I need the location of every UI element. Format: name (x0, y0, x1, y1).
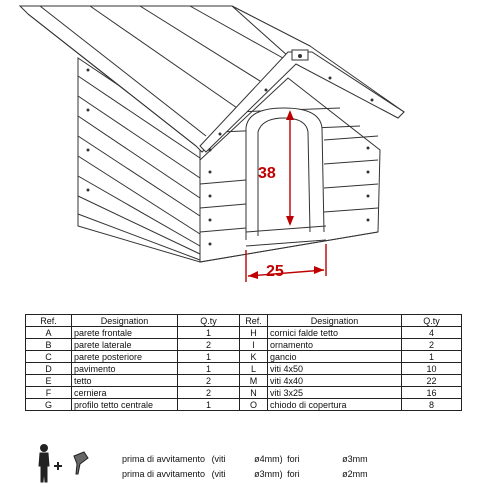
ref-cell: L (240, 363, 268, 375)
dim-width-label: 25 (266, 263, 284, 280)
qty-cell: 2 (402, 339, 462, 351)
designation-cell: ornamento (268, 339, 402, 351)
drilling-legend (36, 440, 466, 490)
qty-cell: 2 (178, 339, 240, 351)
header-designation-2: Designation (268, 315, 402, 327)
designation-cell: viti 3x25 (268, 387, 402, 399)
qty-cell: 1 (402, 351, 462, 363)
table-row (26, 375, 462, 387)
designation-cell: pavimento (72, 363, 178, 375)
designation-cell: viti 4x50 (268, 363, 402, 375)
header-ref: Ref. (26, 315, 72, 327)
legend-prefix: prima di avvitamento (122, 469, 206, 479)
designation-cell: tetto (72, 375, 178, 387)
qty-cell: 16 (402, 387, 462, 399)
table-row (26, 351, 462, 363)
header-designation: Designation (72, 315, 178, 327)
qty-cell: 8 (402, 399, 462, 411)
qty-cell: 1 (178, 399, 240, 411)
qty-cell: 1 (178, 363, 240, 375)
table-row (26, 399, 462, 411)
designation-cell: parete frontale (72, 327, 178, 339)
ref-cell: G (26, 399, 72, 411)
legend-screw-size: ø3mm) (254, 469, 283, 479)
ref-cell: M (240, 375, 268, 387)
legend-hole-size: ø2mm (342, 469, 368, 479)
table-row (26, 339, 462, 351)
dim-height-label: 38 (258, 165, 276, 182)
header-qty-2: Q.ty (402, 315, 462, 327)
legend-fori: fori (287, 469, 300, 479)
ref-cell: O (240, 399, 268, 411)
ref-cell: D (26, 363, 72, 375)
legend-viti: (viti (211, 469, 226, 479)
ref-cell: B (26, 339, 72, 351)
header-qty: Q.ty (178, 315, 240, 327)
ref-cell: E (26, 375, 72, 387)
designation-cell: cornici falde tetto (268, 327, 402, 339)
designation-cell: profilo tetto centrale (72, 399, 178, 411)
designation-cell: viti 4x40 (268, 375, 402, 387)
parts-table (25, 314, 462, 411)
qty-cell: 22 (402, 375, 462, 387)
designation-cell: cerniera (72, 387, 178, 399)
legend-fori: fori (287, 454, 300, 464)
designation-cell: parete posteriore (72, 351, 178, 363)
legend-screw-size: ø4mm) (254, 454, 283, 464)
qty-cell: 2 (178, 375, 240, 387)
header-ref-2: Ref. (240, 315, 268, 327)
ref-cell: F (26, 387, 72, 399)
table-row (26, 387, 462, 399)
qty-cell: 1 (178, 327, 240, 339)
ref-cell: I (240, 339, 268, 351)
qty-cell: 1 (178, 351, 240, 363)
qty-cell: 10 (402, 363, 462, 375)
designation-cell: chiodo di copertura (268, 399, 402, 411)
table-row (26, 363, 462, 375)
legend-prefix: prima di avvitamento (122, 454, 206, 464)
ref-cell: K (240, 351, 268, 363)
legend-hole-size: ø3mm (342, 454, 368, 464)
designation-cell: gancio (268, 351, 402, 363)
table-header-row (26, 315, 462, 327)
qty-cell: 4 (402, 327, 462, 339)
legend-viti: (viti (211, 454, 226, 464)
qty-cell: 2 (178, 387, 240, 399)
table-row (26, 327, 462, 339)
designation-cell: parete laterale (72, 339, 178, 351)
ref-cell: A (26, 327, 72, 339)
ref-cell: C (26, 351, 72, 363)
ref-cell: N (240, 387, 268, 399)
person-drill-icon (36, 444, 96, 484)
ref-cell: H (240, 327, 268, 339)
legend-line-2 (122, 469, 368, 479)
legend-line-1 (122, 454, 368, 464)
